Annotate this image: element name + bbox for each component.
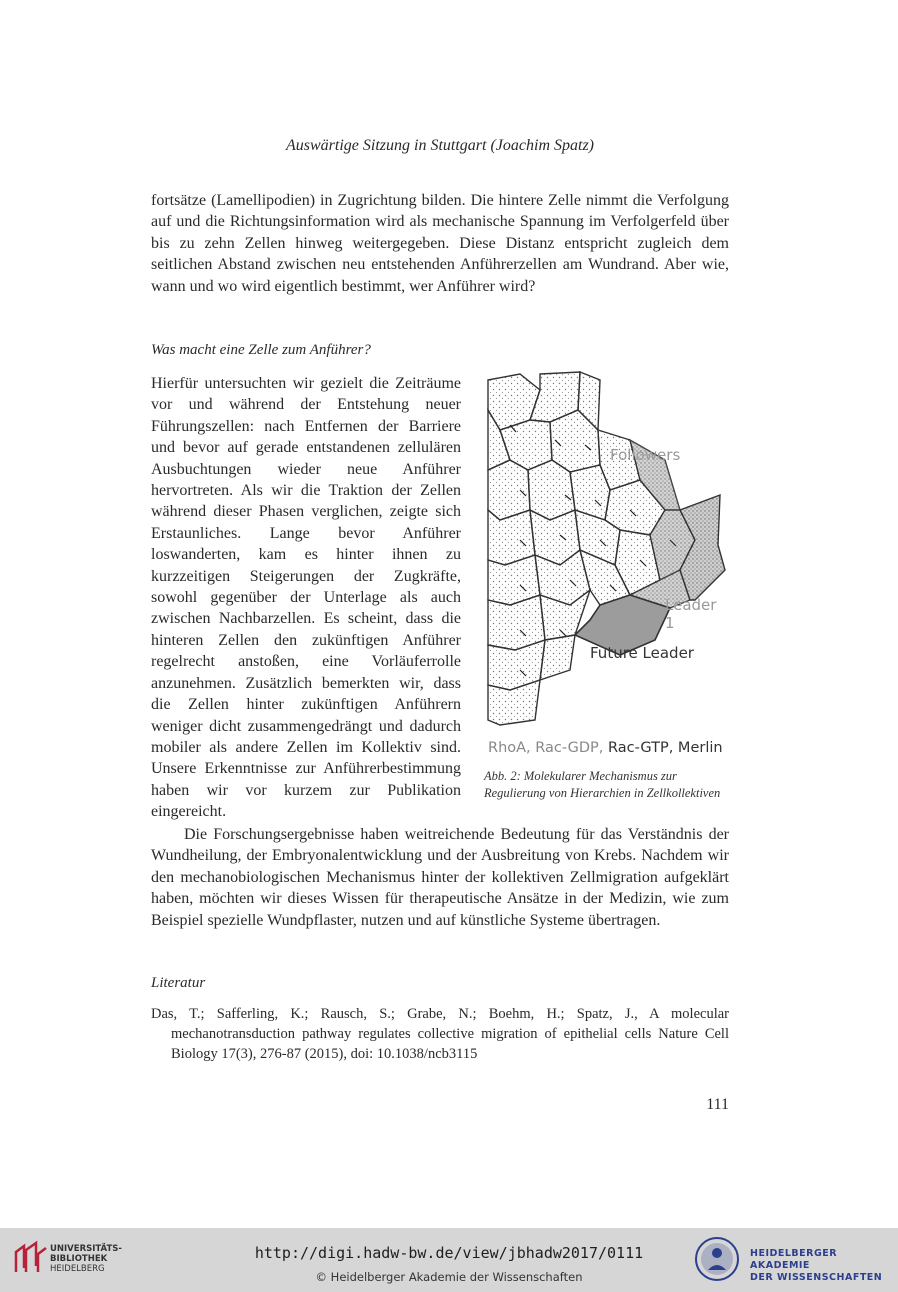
- cell-network-drawing: [480, 370, 730, 730]
- reference-entry: Das, T.; Safferling, K.; Rausch, S.; Grabe, N.; Boehm, H.; Spatz, J., A molecular mechanotransduction pathway regulates collective migration of epithelial cells Nature Cell Biology 17(3), 276-87 (2015), doi: 10.1038/ncb3115: [151, 1006, 729, 1062]
- academy-line-1: HEIDELBERGER AKADEMIE: [750, 1248, 838, 1271]
- ub-line-1: UNIVERSITÄTS-: [50, 1244, 122, 1254]
- copyright-notice: © Heidelberger Akademie der Wissenschaften: [315, 1270, 583, 1284]
- figure-caption: Abb. 2: Molekularer Mechanismus zur Regulierung von Hierarchien in Zellkollektiven: [484, 769, 721, 800]
- page-number: 111: [706, 1096, 729, 1113]
- ub-line-3: HEIDELBERG: [50, 1264, 105, 1274]
- marker-names-light: RhoA, Rac-GDP,: [488, 740, 609, 756]
- running-title: Auswärtige Sitzung in Stuttgart (Joachim Spatz): [286, 137, 594, 154]
- label-followers: Followers: [610, 446, 681, 464]
- figure-marker-legend: [488, 740, 723, 756]
- paragraph-2: Hierfür untersuchten wir gezielt die Zeiträume vor und während der Entstehung neuer Führungszellen: nach Entfernen der Barriere und bevor auf gerade entstandenen zellulären Ausbuchtungen wieder neue Anführer hervortreten. Als wir die Traktion der Zellen während dieser Phasen verglichen, zeigte sich Erstaunliches. Lange bevor Anführer loswanderten, kam es hinter ihnen zu kurzzeitigen Steigerungen der Zugkräfte, sowohl gegenüber der Unterlage als auch zwischen Nachbarzellen. Es scheint, dass die hinteren Zellen den zukünftigen Anführer regelrecht anstoßen, eine Vorläuferrolle anzunehmen. Zusätzlich bemerkten wir, dass die Zellen hinter zukünftigen Anführern weniger dicht zusammengedrängt und dadurch mobiler als andere Zellen im Kollektiv sind. Unsere Erkenntnisse zur Anführerbestimmung haben wir vor kurzem zur Publikation eingereicht.: [151, 375, 461, 821]
- follower-cells: [488, 372, 665, 725]
- academy-seal-icon[interactable]: [694, 1236, 740, 1282]
- academy-name[interactable]: [750, 1248, 898, 1284]
- permalink-url[interactable]: http://digi.hadw-bw.de/view/jbhadw2017/0111: [254, 1244, 644, 1262]
- footer-bar: [0, 1228, 898, 1292]
- academy-line-2: DER WISSENSCHAFTEN: [750, 1272, 883, 1283]
- ub-line-2: BIBLIOTHEK: [50, 1254, 108, 1264]
- label-leader: Leader 1: [665, 596, 717, 632]
- paragraph-3: Die Forschungsergebnisse haben weitreichende Bedeutung für das Verständnis der Wundheilung, der Embryonalentwicklung und der Ausbreitung von Krebs. Nachdem wir den mechanobiologischen Mechanismus hinter der kollektiven Zellmigration aufgeklärt haben, möchten wir dieses Wissen für therapeutische Ansätze in der Medizin, wie zum Beispiel spezielle Wundpflaster, nutzen und auf künstliche Systeme übertragen.: [151, 826, 729, 929]
- figure-cell-diagram: [480, 370, 730, 810]
- section-subheading: Was macht eine Zelle zum Anführer?: [151, 342, 371, 358]
- literature-heading: Literatur: [151, 975, 206, 991]
- label-future-leader: Future Leader: [590, 644, 694, 662]
- marker-names-dark: Rac-GTP, Merlin: [608, 740, 723, 756]
- paragraph-1: fortsätze (Lamellipodien) in Zugrichtung bilden. Die hintere Zelle nimmt die Verfolgung auf und die Richtungsinformation wird als mechanische Spannung im Verfolgerfeld über bis zu zehn Zellen hinweg weitergegeben. Diese Distanz entspricht zugleich dem seitlichen Abstand zwischen neu entstehenden Anführerzellen am Wundrand. Aber wie, wann und wo wird eigentlich bestimmt, wer Anführer wird?: [151, 192, 729, 295]
